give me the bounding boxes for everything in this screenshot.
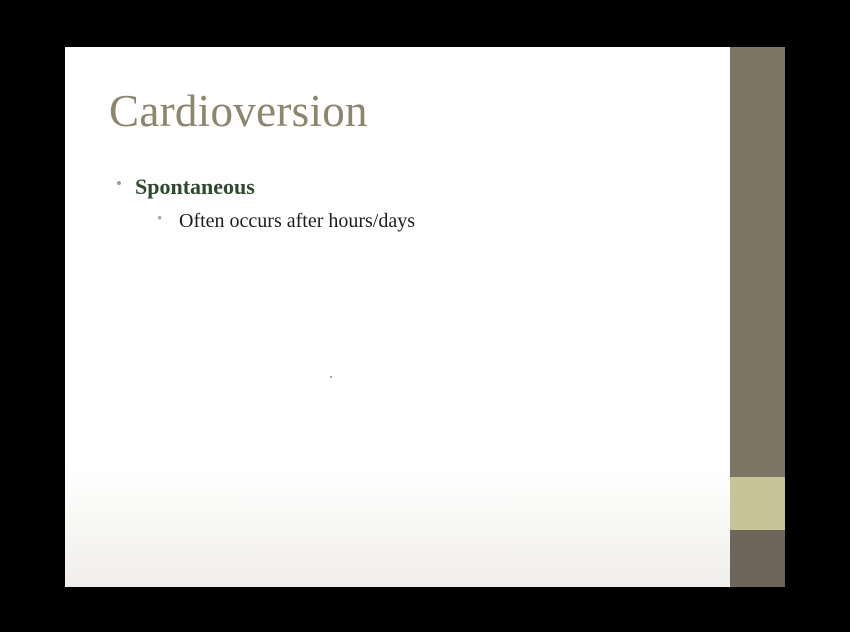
bullet-level-1 <box>109 172 709 202</box>
bullet-marker-icon: • <box>116 174 122 193</box>
slide-background-gradient <box>65 467 730 587</box>
slide-decorative-accent-dark <box>730 530 785 587</box>
stray-dot-artifact <box>330 376 332 378</box>
bullet-marker-icon: • <box>157 210 163 227</box>
bullet-level-2 <box>109 208 709 235</box>
slide-body <box>109 172 709 235</box>
bullet-level-2-text: Often occurs after hours/days <box>179 209 416 232</box>
bullet-level-1-text: Spontaneous <box>135 174 255 199</box>
slide-title: Cardioversion <box>109 86 368 136</box>
slide-decorative-accent-light <box>730 477 785 530</box>
slide-canvas <box>65 47 785 587</box>
